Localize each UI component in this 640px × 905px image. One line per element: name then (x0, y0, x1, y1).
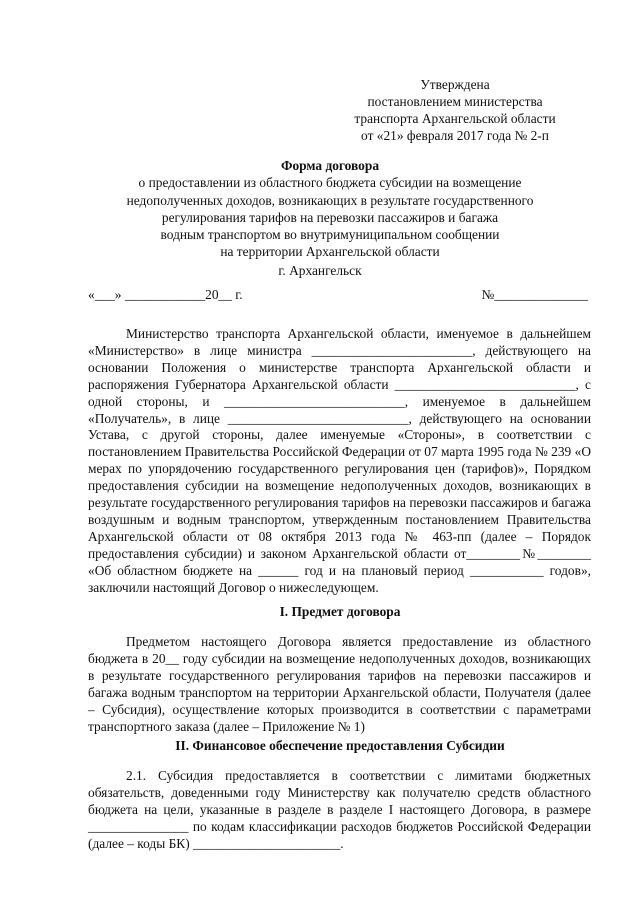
city-name: г. Архангельск (278, 263, 362, 278)
section-1-paragraph: Предметом настоящего Договора является предоставление из областного бюджета в 20__ году субсидии на возмещение недополученных доходов, возникающих в результате государственного регулирования тарифов на перевозки пассажиров и багажа водным транспортом на территории Архангельской области, Получателя (далее – Субсидия), осуществление которых производится в соответствии с параметрами транспортного заказа (далее – Приложение № 1) (88, 634, 591, 734)
approval-line: постановлением министерства (367, 94, 543, 109)
preamble (88, 326, 591, 597)
document-title-line: водным транспортом во внутримуниципальном сообщении (160, 227, 500, 243)
document-title-line: о предоставлении из областного бюджета субсидии на возмещение (138, 175, 522, 191)
preamble-paragraph: Министерство транспорта Архангельской области, именуемое в дальнейшем «Министерство» в лице министра ________________________, действующего на основании Положения о министерстве транспорта Архангельской области и распоряжения Губернатора Архангельской области ___________________________, с одной стороны, и ___________________________, именуемое в дальнейшем «Получатель», в лице ___________________________, действующего на основании Устава, с другой стороны, далее именуемые «Стороны», в соответствии с постановлением Правительства Российской Федерации от 07 марта 1995 года № 239 «О мерах по упорядочению государственного регулирования цен (тарифов)», Порядком предоставления субсидии на возмещение недополученных доходов, возникающих в результате государственного регулирования тарифов на перевозки пассажиров и багажа воздушным и водным транспортом, утвержденным постановлением Правительства Архангельской области от 08 октября 2013 года № 463-пп (далее – Порядок предоставления субсидии) и законом Архангельской области от________№________ «Об областном бюджете на ______ год и на плановый период ___________ годов», заключили настоящий Договор о нижеследующем. (88, 326, 591, 595)
document-title-line: недополученных доходов, возникающих в результате государственного (126, 192, 534, 208)
contract-number-field: №______________ (481, 287, 588, 302)
contract-date-field: «___» ____________20__ г. (88, 287, 243, 302)
approval-stamp (330, 76, 580, 144)
section-1-body (88, 634, 591, 735)
section-heading-2: II. Финансовое обеспечение предоставления Субсидии (175, 738, 505, 753)
document-title-line: на территории Архангельской области (220, 244, 440, 260)
approval-line: Утверждена (420, 77, 490, 92)
section-2-paragraph: 2.1. Субсидия предоставляется в соответствии с лимитами бюджетных обязательств, доведенными году Министерству как получателю средств областного бюджета на цели, указанные в разделе в разделе I настоящего Договора, в размере _______________ по кодам классификации расходов бюджетов Российской Федерации (далее – коды БК) ______________________. (88, 768, 591, 851)
document-title (62, 157, 598, 261)
section-heading-1: I. Предмет договора (279, 604, 401, 619)
approval-line: транспорта Архангельской области (354, 111, 556, 126)
section-2-body (88, 768, 591, 853)
document-title-line: регулирования тарифов на перевозки пассажиров и багажа (161, 209, 499, 225)
document-title-main: Форма договора (280, 158, 380, 173)
approval-line: от «21» февраля 2017 года № 2-п (361, 128, 549, 143)
date-number-line (88, 287, 588, 304)
